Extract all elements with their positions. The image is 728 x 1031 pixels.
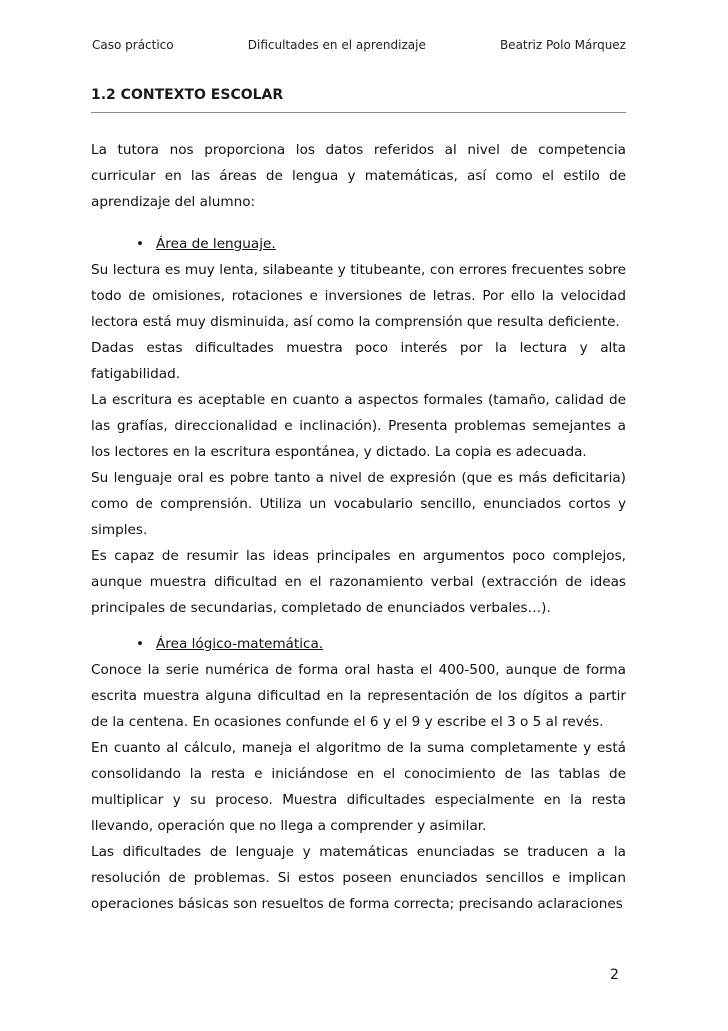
paragraph: La escritura es aceptable en cuanto a aspectos formales (tamaño, calidad de las grafías, direccionalidad e inclinación). Presenta problemas semejantes a los lectores en la escritura espontánea, y dictado. La copia es adecuada. [91, 392, 626, 460]
page-number: 2 [610, 967, 619, 983]
heading-lenguaje-label: Área de lenguaje. [156, 236, 276, 252]
bullet-icon: • [136, 236, 145, 252]
document-body [91, 137, 626, 917]
heading-matematica [91, 631, 626, 657]
paragraph: Dadas estas dificultades muestra poco interés por la lectura y alta fatigabilidad. [91, 340, 626, 382]
bullet-icon: • [136, 636, 145, 652]
header-left: Caso práctico [92, 38, 174, 52]
header-center: Dificultades en el aprendizaje [247, 38, 426, 52]
header-right: Beatriz Polo Márquez [499, 38, 626, 52]
paragraph: En cuanto al cálculo, maneja el algoritmo de la suma completamente y está consolidando la resta e iniciándose en el conocimiento de las tablas de multiplicar y su proceso. Muestra dificultades especialmente en la resta llevando, operación que no llega a comprender y asimilar. [91, 740, 626, 834]
paragraph: Su lenguaje oral es pobre tanto a nivel de expresión (que es más deficitaria) como de comprensión. Utiliza un vocabulario sencillo, enunciados cortos y simples. [91, 470, 626, 538]
section-title: 1.2 CONTEXTO ESCOLAR [91, 87, 284, 103]
paragraph: Conoce la serie numérica de forma oral hasta el 400-500, aunque de forma escrita muestra alguna dificultad en la representación de los dígitos a partir de la centena. En ocasiones confunde el 6 y el 9 y escribe el 3 o 5 al revés. [91, 662, 626, 730]
heading-matematica-label: Área lógico-matemática. [156, 636, 324, 652]
heading-lenguaje [91, 231, 626, 257]
paragraph: Es capaz de resumir las ideas principales en argumentos poco complejos, aunque muestra dificultad en el razonamiento verbal (extracción de ideas principales de secundarias, completado de enunciados verbales…). [91, 548, 626, 616]
paragraph: Su lectura es muy lenta, silabeante y titubeante, con errores frecuentes sobre todo de omisiones, rotaciones e inversiones de letras. Por ello la velocidad lectora está muy disminuida, así como la comprensión que resulta deficiente. [91, 262, 626, 330]
paragraph: Las dificultades de lenguaje y matemáticas enunciadas se traducen a la resolución de problemas. Si estos poseen enunciados sencillos e implican operaciones básicas son resueltos de forma correcta; precisando aclaraciones [91, 844, 626, 912]
page-header [92, 38, 626, 52]
intro-paragraph: La tutora nos proporciona los datos referidos al nivel de competencia curricular en las áreas de lengua y matemáticas, así como el estilo de aprendizaje del alumno: [91, 142, 626, 210]
title-divider [91, 112, 626, 113]
